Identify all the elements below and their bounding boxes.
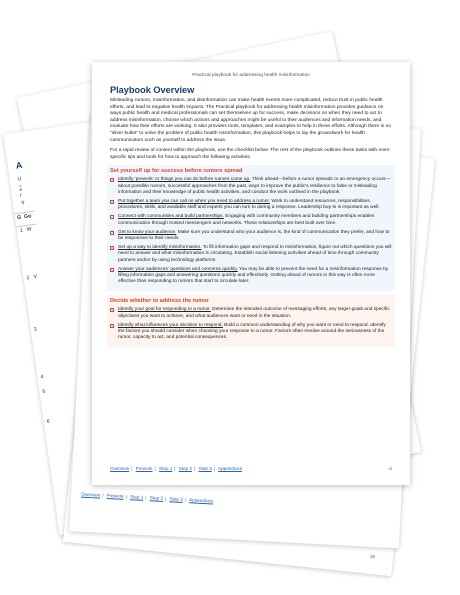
page-content: [110, 85, 392, 347]
checklist-item-link[interactable]: Identify 'prework' or things you can do before rumors come up.: [118, 177, 251, 183]
page-title: Playbook Overview: [110, 85, 195, 95]
peek-row-2-num: 2: [26, 275, 30, 282]
peek-row-5-num: 5: [42, 388, 46, 396]
checklist-item-text: Make sure you understand who your audience is, the kind of communication they prefer, and how to be responsive to their needs.: [118, 229, 390, 241]
checklist-item-link[interactable]: Put together a team you can call on when you need to address a rumor.: [118, 198, 270, 204]
checklist-item-text: Think ahead—before a rumor spreads or an emergency occurs—about possible rumors, successful approaches from the past, ways to improve the public's resilience to false or misleading information and their knowledge of public health activities, and conduct the work outlined in the playbook.: [118, 177, 391, 195]
checkbox-icon[interactable]: [110, 200, 114, 204]
intro-paragraph: Misleading rumors, misinformation, and disinformation can make health events more complicated, reduce trust in public health efforts, and lead to negative health impacts. The Practical playbook for addressing health misinformation provides guidance on ways public health and medical professionals can set themselves up for success, make decisions on when they need to act to address misinformation, choose which actions and approaches might be useful to their audiences and information needs, and evaluate how their efforts are working. It also provides tools, templates, and examples to help in these efforts. Although there is no "silver bullet" to solve the problem of public health misinformation, this playbook helps to lay the groundwork for health communicators such as yourself to address the issue.: [110, 98, 391, 143]
back4-footer-link-step3[interactable]: Step 3: [169, 496, 183, 502]
checklist-item-text: Build a common understanding of why you want or need to respond. Identify the factors you should consider when choosing your response to a rumor. Factors often revolve around the seriousness of the rumor, capacity to act, and potential consequences.: [118, 322, 386, 341]
footer-link-appendices[interactable]: Appendices: [218, 466, 243, 471]
peek-row-2-text: V: [33, 273, 38, 281]
back4-footer-link-step2[interactable]: Step 2: [149, 495, 164, 501]
back-page-footer-nav-full: Overview | Prework | Step 1 | Step 2 | Step 3 | Appendices: [81, 491, 214, 504]
checklist-item: [110, 230, 392, 242]
checklist-item-link[interactable]: Connect with communities and build partnerships.: [118, 214, 224, 220]
checklist-item-text: You may be able to prevent the need for a misinformation response by filling information gaps and answering questions quickly and effectively. Getting ahead of rumors in this way is often more effective than responding to rumors that start to circulate later.: [118, 266, 389, 285]
checkbox-icon[interactable]: [110, 324, 114, 328]
checklist-item-link[interactable]: Answer your audiences' questions and concerns quickly.: [118, 266, 238, 272]
back4-footer-link-step1[interactable]: Step 1: [129, 494, 144, 500]
checkbox-icon[interactable]: [110, 268, 114, 272]
back4-footer-link-overview[interactable]: Overview: [81, 491, 101, 498]
document-page: [92, 62, 410, 485]
peek-row-1-text: W: [26, 226, 33, 233]
running-header: Practical playbook for addressing health misinformation: [192, 73, 310, 78]
back4-footer-link-appendices[interactable]: Appendices: [188, 497, 214, 504]
section-success-title: Set yourself up for success before rumors spread: [110, 168, 243, 175]
checkbox-icon[interactable]: [110, 308, 114, 312]
checkbox-icon[interactable]: [110, 178, 114, 182]
peek-heading-letter: A: [15, 159, 24, 171]
peek-link-t: T: [18, 184, 23, 190]
checklist-item: [110, 245, 392, 264]
checkbox-icon[interactable]: [110, 215, 114, 219]
checklist-item: [110, 267, 392, 286]
peek-col-num: G: [16, 214, 22, 222]
checklist-item-link[interactable]: Set up a way to identify misinformation.: [118, 245, 202, 251]
footer-link-step1[interactable]: Step 1: [158, 466, 173, 471]
section-success: [107, 165, 395, 291]
section-decide-title: Decide whether to address the rumor: [110, 298, 209, 305]
section-decide: [107, 295, 395, 347]
checkbox-icon[interactable]: [110, 246, 114, 250]
peek-row-3-num: 3: [33, 326, 38, 333]
peek-col-step: Go: [23, 213, 32, 221]
peek-row-1-num: 1: [19, 227, 24, 234]
footer-link-overview[interactable]: Overview: [110, 466, 130, 471]
checklist-item-link[interactable]: Identify what influences your decision to respond.: [118, 322, 223, 328]
back-page-number: 36: [369, 553, 376, 560]
back4-footer-link-prework[interactable]: Prework: [106, 492, 124, 499]
checklist-item: [110, 177, 392, 196]
peek-row-6-num: 6: [46, 418, 51, 425]
checklist-item: [110, 307, 392, 319]
peek-text-v: V: [20, 199, 26, 207]
checkbox-icon[interactable]: [110, 231, 114, 235]
checklist-item: [110, 199, 392, 211]
checklist-item-text: Determine the intended outcome of messaging efforts, any larger goals and specific objectives you want to achieve, and what audiences want or need in the situation.: [118, 307, 390, 319]
footer-nav: Overview | Prework | Step 1 | Step 2 | Step 3 | Appendices: [110, 466, 243, 471]
peek-text-r: r: [19, 192, 23, 199]
footer-link-prework[interactable]: Prework: [135, 466, 153, 471]
checklist-item-text: Work to understand resources, responsibilities, procedures, skills, and available staff and experts you can turn to during a response. Leadership buy-in is important as well.: [118, 198, 380, 211]
checklist-item-link[interactable]: Get to know your audience.: [118, 229, 177, 235]
checklist-item-text: To fill information gaps and respond to misinformation, figure out which questions you will need to answer and what misinformation is circulating. Establish social listening activities ahead of time through community partners and/or by using technology platforms.: [118, 245, 392, 263]
page-number: vi: [388, 466, 392, 471]
footer-link-step2[interactable]: Step 2: [178, 466, 193, 471]
checklist-item-link[interactable]: Identify your goal for responding to a rumor.: [118, 307, 211, 313]
peek-row-4-num: 4: [40, 374, 44, 381]
checklist-item: [110, 214, 392, 226]
checklist-item-text: Engaging with community members and building partnerships enables communication through trusted messengers and networks. These relationships are best built over time.: [118, 214, 375, 226]
peek-text-u: U: [17, 176, 22, 183]
review-paragraph: For a rapid review of content within the playbook, use the checklist below. The rest of the playbook outlines these tasks with more specific tips and tools for how to approach the following activities.: [110, 148, 390, 160]
footer-link-step3[interactable]: Step 3: [198, 466, 212, 471]
checklist-item: [110, 323, 392, 342]
